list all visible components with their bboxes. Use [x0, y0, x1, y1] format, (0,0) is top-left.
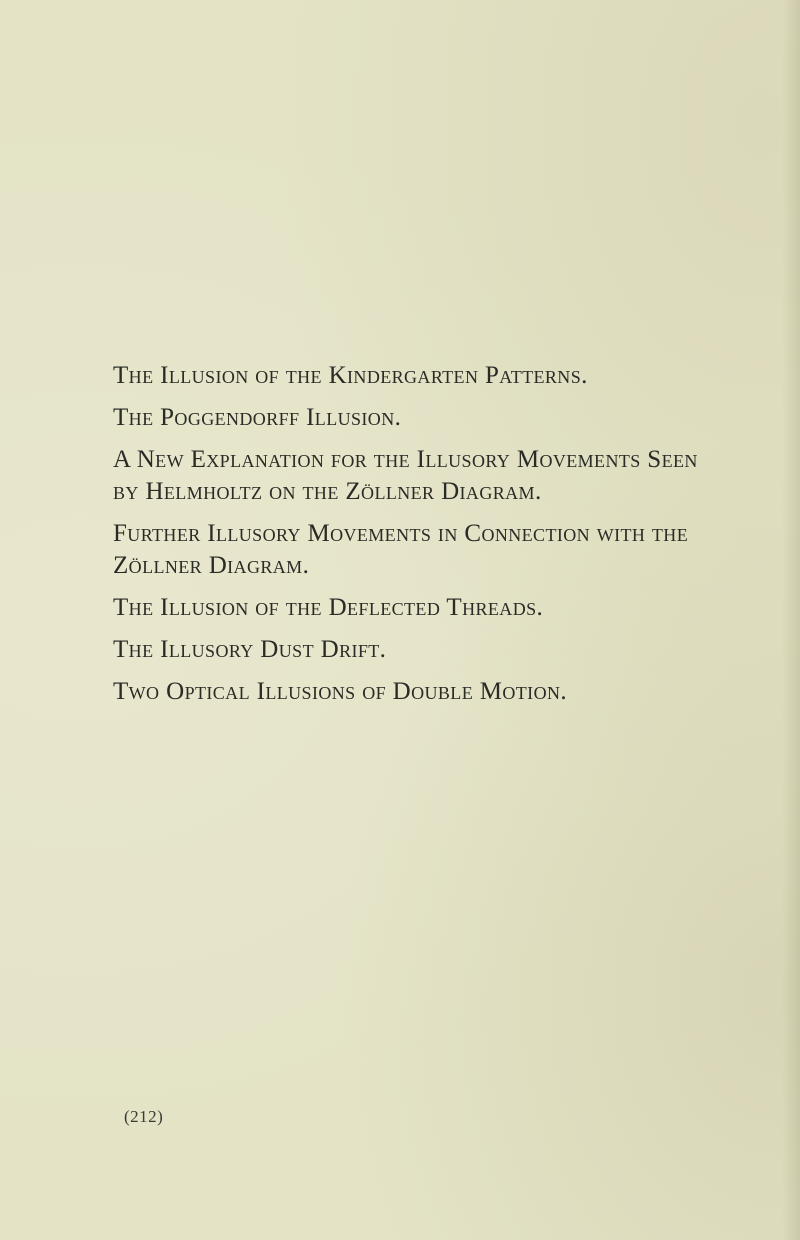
contents-entry-deflected-threads: [113, 592, 753, 624]
contents-list: [113, 360, 753, 718]
entry-text: The Poggendorff Illusion.: [113, 404, 402, 431]
contents-entry-dust-drift: [113, 634, 753, 666]
page-edge-shadow: [782, 0, 800, 1240]
entry-text: The Illusory Dust Drift.: [113, 636, 387, 663]
entry-text: Two Optical Illusions of Double Motion.: [113, 678, 568, 705]
entry-text-line2: by Helmholtz on the Zöllner Diagram.: [113, 478, 542, 505]
contents-entry-poggendorff-illusion: [113, 402, 753, 434]
entry-text: The Illusion of the Deflected Threads.: [113, 594, 544, 621]
contents-entry-further-movements-zollner: [113, 518, 753, 582]
entry-text-line2: Zöllner Diagram.: [113, 552, 310, 579]
entry-text-line1: A New Explanation for the Illusory Movements Seen: [113, 446, 698, 473]
contents-entry-helmholtz-zollner: [113, 444, 753, 508]
entry-text: The Illusion of the Kindergarten Patterns.: [113, 362, 588, 389]
entry-text-line1: Further Illusory Movements in Connection with the: [113, 520, 689, 547]
contents-entry-double-motion: [113, 676, 753, 708]
contents-entry-kindergarten-patterns: [113, 360, 753, 392]
page-number: (212): [124, 1107, 164, 1126]
